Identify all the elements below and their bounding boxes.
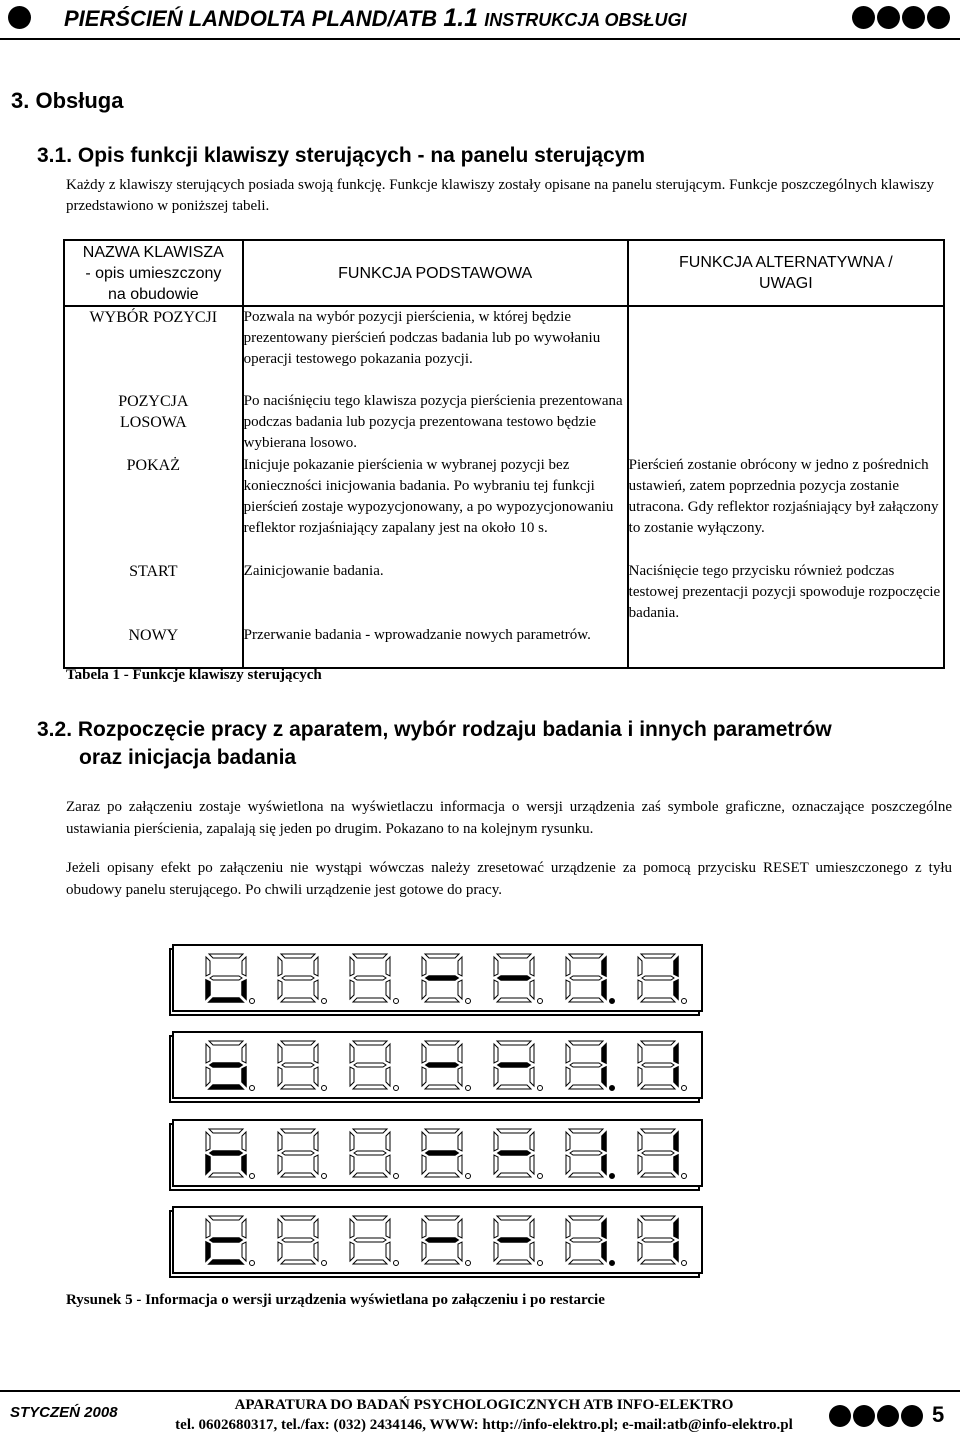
segment-off-a: [497, 1041, 531, 1045]
segment-off-d: [353, 1085, 387, 1089]
segment-off-a: [641, 1216, 675, 1220]
key-main-function: Zainicjowanie badania.: [243, 561, 628, 625]
segment-off-c: [386, 1155, 390, 1174]
segment-off-a: [353, 1129, 387, 1133]
bullet-icon: [877, 1405, 899, 1427]
segment-off-e: [566, 1067, 570, 1086]
segment-off-a: [353, 1041, 387, 1045]
segment-off-f: [206, 957, 210, 976]
segment-lit-c: [602, 1242, 606, 1261]
segment-lit-g: [210, 1151, 242, 1155]
decimal-point: [322, 1174, 327, 1179]
segment-off-e: [638, 1242, 642, 1261]
segment-off-d: [641, 1260, 675, 1264]
segment-off-e: [566, 980, 570, 999]
segment-off-d: [497, 1260, 531, 1264]
decimal-point: [322, 999, 327, 1004]
segment-lit-g: [210, 1063, 242, 1067]
segment-off-d: [425, 1173, 459, 1177]
segment-off-g: [282, 1063, 314, 1067]
segment-off-g: [570, 1151, 602, 1155]
paragraph: Jeżeli opisany efekt po załączeniu nie wystąpi wówczas należy zresetować urządzenie za pomocą przycisku RESET umieszczonego z tyłu obudowy panelu sterującego. Po chwili urządzenie jest gotowe do pracy.: [66, 860, 952, 898]
segment-off-b: [314, 1044, 318, 1063]
segment-off-a: [425, 1041, 459, 1045]
segment-off-f: [206, 1044, 210, 1063]
decimal-point: [394, 1261, 399, 1266]
decimal-point: [250, 1174, 255, 1179]
key-alt-function: Naciśnięcie tego przycisku również podczas testowej prezentacji pozycji spowoduje rozpoczęcie badania.: [628, 561, 944, 625]
decimal-point: [250, 1086, 255, 1091]
segment-off-a: [497, 1216, 531, 1220]
segment-off-b: [458, 1132, 462, 1151]
segment-lit-g: [426, 1151, 458, 1155]
segment-off-f: [350, 1044, 354, 1063]
segment-off-a: [353, 954, 387, 958]
segment-off-a: [209, 1216, 243, 1220]
segment-off-f: [566, 1044, 570, 1063]
segment-lit-e: [206, 980, 210, 999]
footer-company: [150, 1395, 818, 1435]
segment-off-e: [422, 980, 426, 999]
decimal-point: [394, 1174, 399, 1179]
segment-off-e: [350, 1067, 354, 1086]
segment-off-d: [281, 1085, 315, 1089]
bullet-icon: [8, 6, 31, 29]
key-name: POKAŻ: [126, 457, 180, 474]
segment-off-e: [638, 1067, 642, 1086]
segment-off-a: [425, 1129, 459, 1133]
segment-off-a: [281, 1216, 315, 1220]
segment-off-a: [641, 1041, 675, 1045]
segment-lit-b: [602, 1132, 606, 1151]
segment-off-d: [425, 998, 459, 1002]
decimal-point: [250, 1261, 255, 1266]
segment-off-e: [638, 980, 642, 999]
decimal-point: [322, 1086, 327, 1091]
segment-lit-b: [674, 1132, 678, 1151]
decimal-point: [394, 1086, 399, 1091]
segment-off-g: [642, 976, 674, 980]
segment-lit-e: [206, 1242, 210, 1261]
header-title-sub: INSTRUKCJA OBSŁUGI: [484, 10, 687, 30]
segment-off-a: [281, 1041, 315, 1045]
key-name-text: POZYCJA LOSOWA: [118, 393, 189, 431]
segment-off-d: [281, 1260, 315, 1264]
segment-off-g: [354, 976, 386, 980]
segment-off-g: [210, 976, 242, 980]
segment-off-e: [494, 1155, 498, 1174]
segment-lit-g: [210, 1238, 242, 1242]
segment-off-f: [278, 1132, 282, 1151]
segment-lit-g: [498, 976, 530, 980]
bullet-icon: [852, 6, 875, 29]
footer-contact: tel. 0602680317, tel./fax: (032) 2434146, WWW: http://info-elektro.pl; e-mail:atb@info-elektro.pl: [175, 1417, 793, 1433]
segment-off-f: [566, 957, 570, 976]
segment-off-c: [314, 980, 318, 999]
segment-off-a: [569, 954, 603, 958]
segment-off-c: [530, 1242, 534, 1261]
segment-off-a: [209, 1129, 243, 1133]
table-caption: Tabela 1 - Funkcje klawiszy sterujących: [66, 667, 322, 683]
segment-off-b: [458, 1044, 462, 1063]
segment-lit-g: [498, 1151, 530, 1155]
segment-off-a: [425, 954, 459, 958]
segment-lit-c: [602, 1067, 606, 1086]
segment-off-f: [494, 1044, 498, 1063]
segment-off-e: [566, 1155, 570, 1174]
segment-off-f: [350, 957, 354, 976]
segment-lit-d: [209, 1085, 243, 1089]
segment-off-d: [281, 998, 315, 1002]
segment-lit-b: [602, 957, 606, 976]
segment-off-f: [422, 1044, 426, 1063]
segment-off-b: [386, 1044, 390, 1063]
subsection-title-line: 3.2. Rozpoczęcie pracy z aparatem, wybór rodzaju badania i innych parametrów: [37, 718, 832, 741]
segment-lit-c: [242, 980, 246, 999]
segment-lit-c: [674, 1242, 678, 1261]
segment-off-c: [314, 1067, 318, 1086]
segment-off-e: [494, 980, 498, 999]
segment-lit-g: [426, 1063, 458, 1067]
bullet-icon: [927, 6, 950, 29]
decimal-point: [466, 1261, 471, 1266]
decimal-point: [466, 1174, 471, 1179]
segment-off-g: [642, 1238, 674, 1242]
segment-off-f: [494, 1219, 498, 1238]
segment-off-a: [497, 1129, 531, 1133]
page-number: 5: [932, 1402, 945, 1427]
segment-lit-g: [498, 1063, 530, 1067]
col-header-key-name: [64, 240, 243, 306]
segment-lit-c: [602, 1155, 606, 1174]
segment-off-a: [569, 1216, 603, 1220]
segment-off-f: [422, 1132, 426, 1151]
header-version: 1.1: [443, 4, 479, 32]
segment-lit-g: [426, 976, 458, 980]
segment-lit-d: [209, 1260, 243, 1264]
subsection-title-3-1: 3.1. Opis funkcji klawiszy sterujących - na panelu sterującym: [37, 144, 646, 167]
seven-segment-svg: [174, 1121, 701, 1185]
segment-off-e: [494, 1067, 498, 1086]
segment-off-f: [638, 1132, 642, 1151]
col-header-main-function: [243, 240, 628, 306]
col-header-line: na obudowie: [107, 285, 199, 303]
intro-paragraph: Każdy z klawiszy sterujących posiada swoją funkcję. Funkcje klawiszy zostały opisane na panelu sterującym. Funkcje poszczególnych klawiszy przedstawiono w poniższej tabeli.: [66, 177, 935, 214]
segment-off-c: [386, 980, 390, 999]
table-row: [64, 391, 944, 455]
segment-lit-c: [674, 1155, 678, 1174]
segment-off-e: [350, 980, 354, 999]
decimal-point: [682, 1174, 687, 1179]
segment-off-d: [569, 1260, 603, 1264]
segment-off-e: [278, 1155, 282, 1174]
key-alt-function: [628, 391, 944, 455]
segment-off-g: [354, 1151, 386, 1155]
segment-off-c: [386, 1242, 390, 1261]
segment-off-a: [641, 954, 675, 958]
segment-off-d: [353, 1173, 387, 1177]
segment-off-f: [422, 1219, 426, 1238]
decimal-point: [610, 999, 615, 1004]
segment-off-g: [282, 1151, 314, 1155]
segment-lit-b: [674, 1044, 678, 1063]
decimal-point: [466, 1086, 471, 1091]
figure-caption: Rysunek 5 - Informacja o wersji urządzenia wyświetlana po załączeniu i po restarcie: [66, 1292, 605, 1308]
key-main-function: Po naciśnięciu tego klawisza pozycja pierścienia prezentowana podczas badania lub pozycja prezentowana testowo będzie wybierana losowo.: [243, 391, 628, 455]
segment-off-f: [638, 957, 642, 976]
segment-off-a: [209, 954, 243, 958]
segment-off-b: [242, 1132, 246, 1151]
key-name: [64, 391, 243, 455]
decimal-point: [610, 1261, 615, 1266]
segment-off-a: [353, 1216, 387, 1220]
segment-lit-c: [674, 1067, 678, 1086]
segment-off-b: [242, 1044, 246, 1063]
col-header-line: - opis umieszczony: [85, 264, 222, 282]
decimal-point: [682, 1261, 687, 1266]
segment-off-f: [206, 1219, 210, 1238]
segment-off-d: [353, 1260, 387, 1264]
segment-lit-e: [206, 1155, 210, 1174]
segment-off-g: [282, 1238, 314, 1242]
segment-lit-c: [674, 980, 678, 999]
segment-off-d: [569, 998, 603, 1002]
segment-off-e: [638, 1155, 642, 1174]
segment-off-f: [206, 1132, 210, 1151]
decimal-point: [394, 999, 399, 1004]
keys-table: [63, 239, 945, 669]
segment-off-d: [641, 998, 675, 1002]
segment-off-c: [386, 1067, 390, 1086]
segment-off-f: [422, 957, 426, 976]
segment-lit-b: [602, 1219, 606, 1238]
header-rule: [0, 38, 960, 40]
segment-off-d: [497, 1173, 531, 1177]
segment-off-e: [566, 1242, 570, 1261]
footer-date: STYCZEŃ 2008: [10, 1404, 118, 1421]
page-header: [0, 0, 960, 40]
segment-off-e: [278, 980, 282, 999]
segment-off-c: [458, 1067, 462, 1086]
segment-off-g: [570, 1238, 602, 1242]
segment-off-b: [242, 957, 246, 976]
bullet-icon: [901, 1405, 923, 1427]
segment-off-a: [281, 954, 315, 958]
key-alt-function: [628, 306, 944, 391]
segment-off-g: [642, 1063, 674, 1067]
display-u-version: [172, 944, 703, 1012]
segment-lit-c: [242, 1155, 246, 1174]
key-name: WYBÓR POZYCJI: [89, 309, 218, 326]
segment-off-a: [425, 1216, 459, 1220]
decimal-point: [538, 1086, 543, 1091]
table-row: [64, 455, 944, 561]
table-row: [64, 625, 944, 668]
segment-off-b: [458, 1219, 462, 1238]
decimal-point: [538, 999, 543, 1004]
bullet-icon: [829, 1405, 851, 1427]
segment-off-e: [350, 1155, 354, 1174]
decimal-point: [682, 1086, 687, 1091]
segment-lit-b: [674, 957, 678, 976]
segment-off-d: [569, 1085, 603, 1089]
segment-off-d: [281, 1173, 315, 1177]
seven-segment-svg: [174, 946, 701, 1010]
seven-segment-svg: [174, 1033, 701, 1097]
key-alt-function: Pierścień zostanie obrócony w jedno z pośrednich ustawień, zatem poprzednia pozycja zostanie utracona. Gdy reflektor rozjaśniający był załączony to zostanie wyłączony.: [628, 455, 944, 561]
decimal-point: [250, 999, 255, 1004]
segment-off-a: [569, 1129, 603, 1133]
col-header-line: FUNKCJA ALTERNATYWNA /: [679, 254, 893, 271]
segment-off-b: [386, 1132, 390, 1151]
segment-lit-c: [242, 1067, 246, 1086]
key-main-function: Inicjuje pokazanie pierścienia w wybranej pozycji bez konieczności inicjowania badania. Po wybraniu tej funkcji pierścień zostaje wypozycjonowany, a po wypozycjonowaniu reflektor rozjaśniający zapalany jest na około 10 s.: [243, 455, 628, 561]
segment-off-e: [206, 1067, 210, 1086]
display-c-version: [172, 1206, 703, 1274]
segment-off-b: [530, 1044, 534, 1063]
segment-off-e: [278, 1242, 282, 1261]
subsection-title-3-2: [37, 716, 937, 772]
segment-off-c: [314, 1242, 318, 1261]
display-reverse-c-version: [172, 1031, 703, 1099]
segment-off-d: [497, 1085, 531, 1089]
bullet-icon: [853, 1405, 875, 1427]
segment-off-b: [458, 957, 462, 976]
segment-off-d: [209, 1173, 243, 1177]
segment-off-a: [569, 1041, 603, 1045]
section-title: 3. Obsługa: [11, 88, 124, 113]
segment-off-e: [350, 1242, 354, 1261]
segment-off-e: [494, 1242, 498, 1261]
segment-off-g: [354, 1238, 386, 1242]
key-alt-function: [628, 625, 944, 668]
segment-off-b: [386, 1219, 390, 1238]
decimal-point: [610, 1086, 615, 1091]
display-n-version: [172, 1119, 703, 1187]
segment-off-b: [314, 1132, 318, 1151]
segment-off-d: [641, 1173, 675, 1177]
segment-off-g: [570, 976, 602, 980]
segment-off-f: [278, 1044, 282, 1063]
decimal-point: [322, 1261, 327, 1266]
segment-off-e: [422, 1067, 426, 1086]
segment-off-c: [530, 980, 534, 999]
segment-off-a: [641, 1129, 675, 1133]
segment-lit-d: [209, 998, 243, 1002]
segment-off-b: [314, 957, 318, 976]
table-row: [64, 561, 944, 625]
seven-segment-svg: [174, 1208, 701, 1272]
segment-off-g: [354, 1063, 386, 1067]
segment-off-g: [570, 1063, 602, 1067]
segment-off-f: [278, 957, 282, 976]
segment-off-f: [350, 1132, 354, 1151]
segment-off-c: [458, 1242, 462, 1261]
segment-off-d: [641, 1085, 675, 1089]
segment-off-c: [458, 1155, 462, 1174]
segment-off-b: [386, 957, 390, 976]
col-header-line: UWAGI: [759, 275, 813, 292]
header-title: [64, 4, 687, 33]
segment-off-c: [242, 1242, 246, 1261]
segment-off-c: [530, 1067, 534, 1086]
segment-off-f: [566, 1132, 570, 1151]
paragraph: Zaraz po załączeniu zostaje wyświetlona na wyświetlaczu informacja o wersji urządzenia zaś symbole graficzne, oznaczające poszczególne ustawiania pierścienia, zapalają się jeden po drugim. Pokazano to na kolejnym rysunku.: [66, 799, 952, 837]
decimal-point: [682, 999, 687, 1004]
segment-off-e: [422, 1155, 426, 1174]
bullet-icon: [877, 6, 900, 29]
segment-off-d: [353, 998, 387, 1002]
table-header-row: [64, 240, 944, 306]
footer-rule: [0, 1390, 960, 1392]
decimal-point: [466, 999, 471, 1004]
segment-off-c: [314, 1155, 318, 1174]
segment-lit-b: [602, 1044, 606, 1063]
table-row: [64, 306, 944, 391]
decimal-point: [538, 1174, 543, 1179]
segment-off-f: [278, 1219, 282, 1238]
segment-lit-g: [498, 1238, 530, 1242]
segment-lit-b: [674, 1219, 678, 1238]
segment-off-f: [566, 1219, 570, 1238]
segment-off-c: [530, 1155, 534, 1174]
key-main-function: Pozwala na wybór pozycji pierścienia, w której będzie prezentowany pierścień podczas badania lub po wywołaniu operacji testowego pokazania pozycji.: [243, 306, 628, 391]
segment-off-f: [638, 1219, 642, 1238]
bullet-icon: [902, 6, 925, 29]
segment-off-a: [497, 954, 531, 958]
segment-off-b: [530, 1219, 534, 1238]
segment-off-b: [314, 1219, 318, 1238]
segment-off-f: [350, 1219, 354, 1238]
segment-off-a: [281, 1129, 315, 1133]
segment-off-b: [530, 1132, 534, 1151]
segment-off-b: [530, 957, 534, 976]
subsection-title-line: oraz inicjacja badania: [79, 746, 297, 769]
segment-off-f: [494, 957, 498, 976]
segment-off-f: [494, 1132, 498, 1151]
decimal-point: [610, 1174, 615, 1179]
col-header-line: FUNKCJA PODSTAWOWA: [338, 264, 533, 282]
segment-lit-g: [426, 1238, 458, 1242]
decimal-point: [538, 1261, 543, 1266]
segment-lit-c: [602, 980, 606, 999]
segment-off-b: [242, 1219, 246, 1238]
segment-off-c: [458, 980, 462, 999]
segment-off-d: [497, 998, 531, 1002]
segment-off-d: [425, 1260, 459, 1264]
col-header-alt-function: [628, 240, 944, 306]
footer-company-name: APARATURA DO BADAŃ PSYCHOLOGICZNYCH ATB INFO-ELEKTRO: [234, 1397, 734, 1413]
key-name: START: [129, 563, 178, 580]
header-title-main: PIERŚCIEŃ LANDOLTA PLAND/ATB: [64, 6, 438, 31]
key-name: NOWY: [128, 627, 179, 644]
segment-off-e: [278, 1067, 282, 1086]
key-main-function: Przerwanie badania - wprowadzanie nowych parametrów.: [243, 625, 628, 668]
segment-off-f: [638, 1044, 642, 1063]
col-header-line: NAZWA KLAWISZA: [82, 243, 224, 261]
segment-off-d: [425, 1085, 459, 1089]
segment-off-g: [282, 976, 314, 980]
segment-off-d: [569, 1173, 603, 1177]
segment-off-a: [209, 1041, 243, 1045]
segment-off-e: [422, 1242, 426, 1261]
segment-off-g: [642, 1151, 674, 1155]
